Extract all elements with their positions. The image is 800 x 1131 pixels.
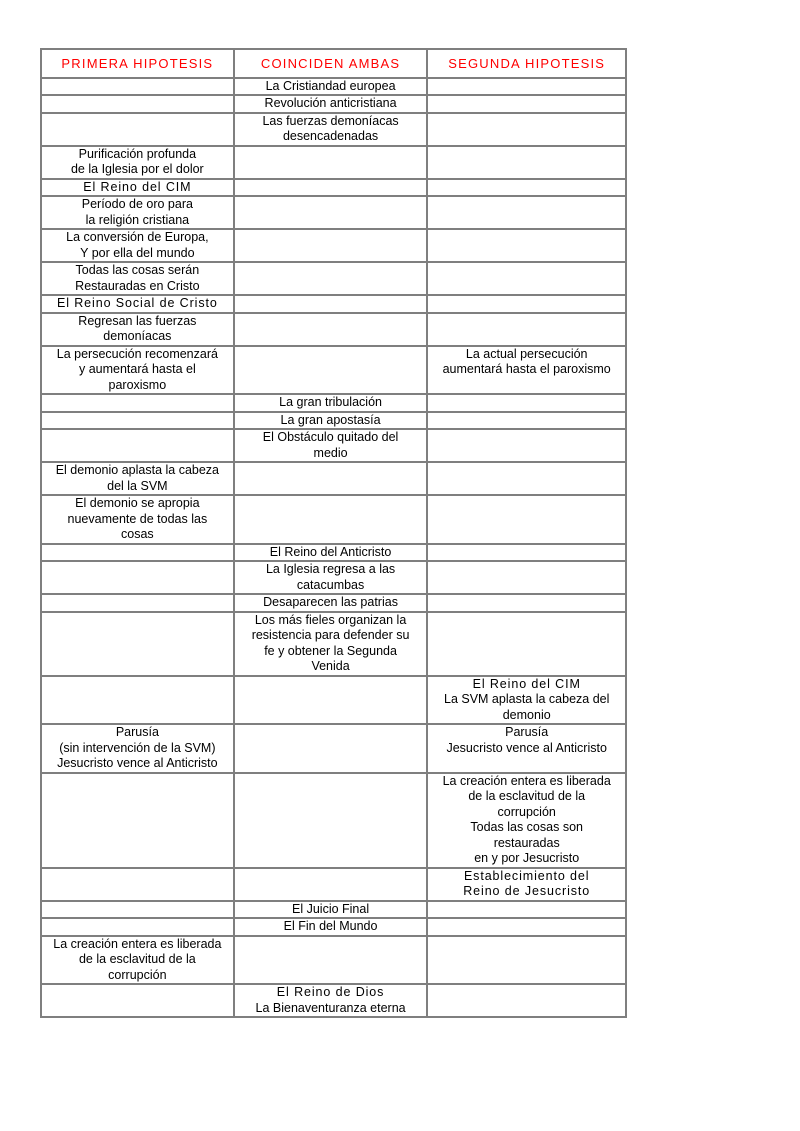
table-cell xyxy=(42,180,235,196)
cell-line: Establecimiento del xyxy=(463,868,590,883)
table-cell xyxy=(235,725,429,772)
cell-line: Todas las cosas son xyxy=(470,820,583,834)
table-cell xyxy=(428,314,625,345)
table-row xyxy=(42,496,625,545)
table-cell xyxy=(428,96,625,112)
table-row xyxy=(42,79,625,97)
table-cell xyxy=(428,296,625,312)
table-cell xyxy=(428,413,625,429)
table-row xyxy=(42,937,625,986)
cell-line: La gran apostasía xyxy=(280,412,381,427)
cell-line: de la esclavitud de la xyxy=(468,789,586,803)
cell-line: Restauradas en Cristo xyxy=(75,278,200,293)
column-header: COINCIDEN AMBAS xyxy=(235,50,429,77)
table-cell xyxy=(235,296,429,312)
comparison-table xyxy=(40,48,627,1018)
table-cell xyxy=(235,180,429,196)
cell-line: La creación entera es liberada xyxy=(53,936,222,951)
table-cell xyxy=(428,869,625,900)
table-cell xyxy=(428,347,625,394)
table-cell xyxy=(428,545,625,561)
table-cell xyxy=(42,230,235,261)
table-row xyxy=(42,96,625,114)
table-cell xyxy=(235,96,429,112)
cell-line: desencadenadas xyxy=(282,129,379,143)
cell-line: Reino de Jesucristo xyxy=(463,884,591,898)
table-row xyxy=(42,180,625,198)
cell-line: La actual persecución xyxy=(465,346,588,361)
cell-line: La conversión de Europa, xyxy=(66,230,209,244)
table-cell xyxy=(42,296,235,312)
cell-line: paroxismo xyxy=(108,377,167,392)
table-cell xyxy=(235,430,429,461)
cell-line: Las fuerzas demoníacas xyxy=(262,113,399,128)
cell-line: fe y obtener la Segunda xyxy=(264,643,397,658)
table-cell xyxy=(42,725,235,772)
table-cell xyxy=(428,902,625,918)
table-cell xyxy=(235,677,429,724)
cell-line: de la Iglesia por el dolor xyxy=(70,162,204,176)
table-row xyxy=(42,147,625,180)
table-cell xyxy=(428,263,625,294)
table-cell xyxy=(428,430,625,461)
cell-line: del la SVM xyxy=(107,478,168,493)
table-cell xyxy=(42,197,235,228)
cell-line: Jesucristo vence al Anticristo xyxy=(57,756,218,770)
cell-line: Venida xyxy=(311,659,350,673)
table-cell xyxy=(42,496,235,543)
cell-line: de la esclavitud de la xyxy=(78,952,196,966)
table-row xyxy=(42,545,625,563)
cell-line: La Bienaventuranza eterna xyxy=(255,1000,406,1015)
cell-line: Parusía xyxy=(115,725,159,739)
table-row xyxy=(42,114,625,147)
table-cell xyxy=(428,613,625,675)
table-cell xyxy=(42,413,235,429)
cell-line: El Juicio Final xyxy=(292,901,370,916)
cell-line: El Fin del Mundo xyxy=(283,919,378,933)
table-cell xyxy=(428,395,625,411)
cell-line: en y por Jesucristo xyxy=(474,851,580,865)
table-cell xyxy=(42,774,235,867)
table-row xyxy=(42,562,625,595)
table-row xyxy=(42,902,625,920)
table-row xyxy=(42,463,625,496)
table-cell xyxy=(42,919,235,935)
table-cell xyxy=(428,114,625,145)
table-cell xyxy=(428,197,625,228)
table-cell xyxy=(235,902,429,918)
cell-line: la religión cristiana xyxy=(85,212,190,227)
table-row xyxy=(42,314,625,347)
cell-line: El Reino de Dios xyxy=(276,985,385,999)
table-cell xyxy=(428,774,625,867)
table-cell xyxy=(428,79,625,95)
table-row xyxy=(42,263,625,296)
table-cell xyxy=(42,677,235,724)
table-cell xyxy=(42,595,235,611)
table-row xyxy=(42,595,625,613)
column-header: SEGUNDA HIPOTESIS xyxy=(448,56,606,71)
table-cell xyxy=(428,147,625,178)
table-cell xyxy=(235,314,429,345)
table-cell xyxy=(428,180,625,196)
cell-line: Revolución anticristiana xyxy=(264,96,397,110)
cell-line: El demonio se apropia xyxy=(75,496,200,510)
cell-line: El Obstáculo quitado del xyxy=(262,430,399,444)
table-row xyxy=(42,919,625,937)
table-cell xyxy=(235,545,429,561)
cell-line: demonio xyxy=(502,707,551,722)
table-cell xyxy=(42,395,235,411)
table-row xyxy=(42,230,625,263)
cell-line: restauradas xyxy=(493,835,560,850)
table-cell xyxy=(235,230,429,261)
table-cell xyxy=(235,869,429,900)
table-cell xyxy=(42,314,235,345)
table-cell xyxy=(42,96,235,112)
table-cell xyxy=(235,347,429,394)
table-cell xyxy=(42,869,235,900)
table-row xyxy=(42,869,625,902)
table-cell xyxy=(235,114,429,145)
table-cell xyxy=(235,263,429,294)
table-cell xyxy=(42,463,235,494)
cell-line: La creación entera es liberada xyxy=(442,773,611,788)
cell-line: La gran tribulación xyxy=(279,395,382,409)
cell-line: corrupción xyxy=(497,804,556,819)
table-cell xyxy=(428,985,625,1016)
table-row xyxy=(42,395,625,413)
table-cell xyxy=(235,937,429,984)
table-row xyxy=(42,613,625,677)
table-row xyxy=(42,985,625,1016)
table-row xyxy=(42,430,625,463)
table-cell xyxy=(42,147,235,178)
cell-line: El Reino Social de Cristo xyxy=(56,296,218,310)
cell-line: La persecución recomenzará xyxy=(56,346,218,361)
table-row xyxy=(42,677,625,726)
cell-line: cosas xyxy=(121,527,154,541)
table-cell xyxy=(235,496,429,543)
table-row xyxy=(42,347,625,396)
table-cell xyxy=(428,463,625,494)
cell-line: demoníacas xyxy=(103,329,172,343)
cell-line: Los más fieles organizan la xyxy=(254,612,407,627)
cell-line: El Reino del CIM xyxy=(83,179,192,194)
table-row xyxy=(42,197,625,230)
table-cell xyxy=(428,919,625,935)
cell-line: Jesucristo vence al Anticristo xyxy=(446,740,607,755)
cell-line: Todas las cosas serán xyxy=(75,263,200,277)
table-cell xyxy=(42,79,235,95)
table-cell xyxy=(42,613,235,675)
table-header-row xyxy=(42,50,625,79)
cell-line: nuevamente de todas las xyxy=(67,511,208,526)
table-cell xyxy=(235,919,429,935)
table-cell xyxy=(428,725,625,772)
table-cell xyxy=(42,114,235,145)
cell-line: aumentará hasta el paroxismo xyxy=(442,362,611,376)
cell-line: La Cristiandad europea xyxy=(265,78,396,93)
cell-line: Y por ella del mundo xyxy=(80,245,195,260)
table-cell xyxy=(235,985,429,1016)
cell-line: La SVM aplasta la cabeza del xyxy=(444,692,610,706)
cell-line: catacumbas xyxy=(296,577,365,592)
cell-line: El Reino del Anticristo xyxy=(269,544,392,559)
table-cell xyxy=(428,937,625,984)
cell-line: Parusía xyxy=(505,725,549,739)
cell-line: Período de oro para xyxy=(81,197,193,211)
table-cell xyxy=(428,562,625,593)
table-cell xyxy=(428,595,625,611)
cell-line: corrupción xyxy=(108,967,167,982)
cell-line: La Iglesia regresa a las xyxy=(265,562,396,576)
cell-line: Purificación profunda xyxy=(78,146,197,161)
cell-line: medio xyxy=(313,445,348,460)
cell-line: El demonio aplasta la cabeza xyxy=(55,463,220,477)
table-cell xyxy=(42,985,235,1016)
table-cell xyxy=(42,937,235,984)
cell-line: y aumentará hasta el xyxy=(78,362,196,376)
cell-line: Regresan las fuerzas xyxy=(78,313,197,328)
table-cell xyxy=(235,79,429,95)
table-cell xyxy=(235,562,429,593)
cell-line: El Reino del CIM xyxy=(472,676,581,691)
table-cell xyxy=(42,347,235,394)
table-cell xyxy=(235,613,429,675)
table-cell xyxy=(235,774,429,867)
table-cell xyxy=(235,395,429,411)
cell-line: Desaparecen las patrias xyxy=(263,595,398,609)
table-row xyxy=(42,296,625,314)
table-cell xyxy=(428,496,625,543)
table-cell xyxy=(42,263,235,294)
column-header: PRIMERA HIPOTESIS xyxy=(42,50,235,77)
cell-line: resistencia para defender su xyxy=(251,628,410,642)
table-cell xyxy=(235,595,429,611)
table-cell xyxy=(428,230,625,261)
table-cell xyxy=(428,677,625,724)
table-cell xyxy=(42,902,235,918)
table-row xyxy=(42,413,625,431)
table-cell xyxy=(235,413,429,429)
table-row xyxy=(42,774,625,869)
cell-line: (sin intervención de la SVM) xyxy=(59,740,216,755)
table-cell xyxy=(235,147,429,178)
table-cell xyxy=(235,463,429,494)
table-cell xyxy=(42,562,235,593)
table-cell xyxy=(42,430,235,461)
table-cell xyxy=(42,545,235,561)
table-row xyxy=(42,725,625,774)
table-cell xyxy=(235,197,429,228)
